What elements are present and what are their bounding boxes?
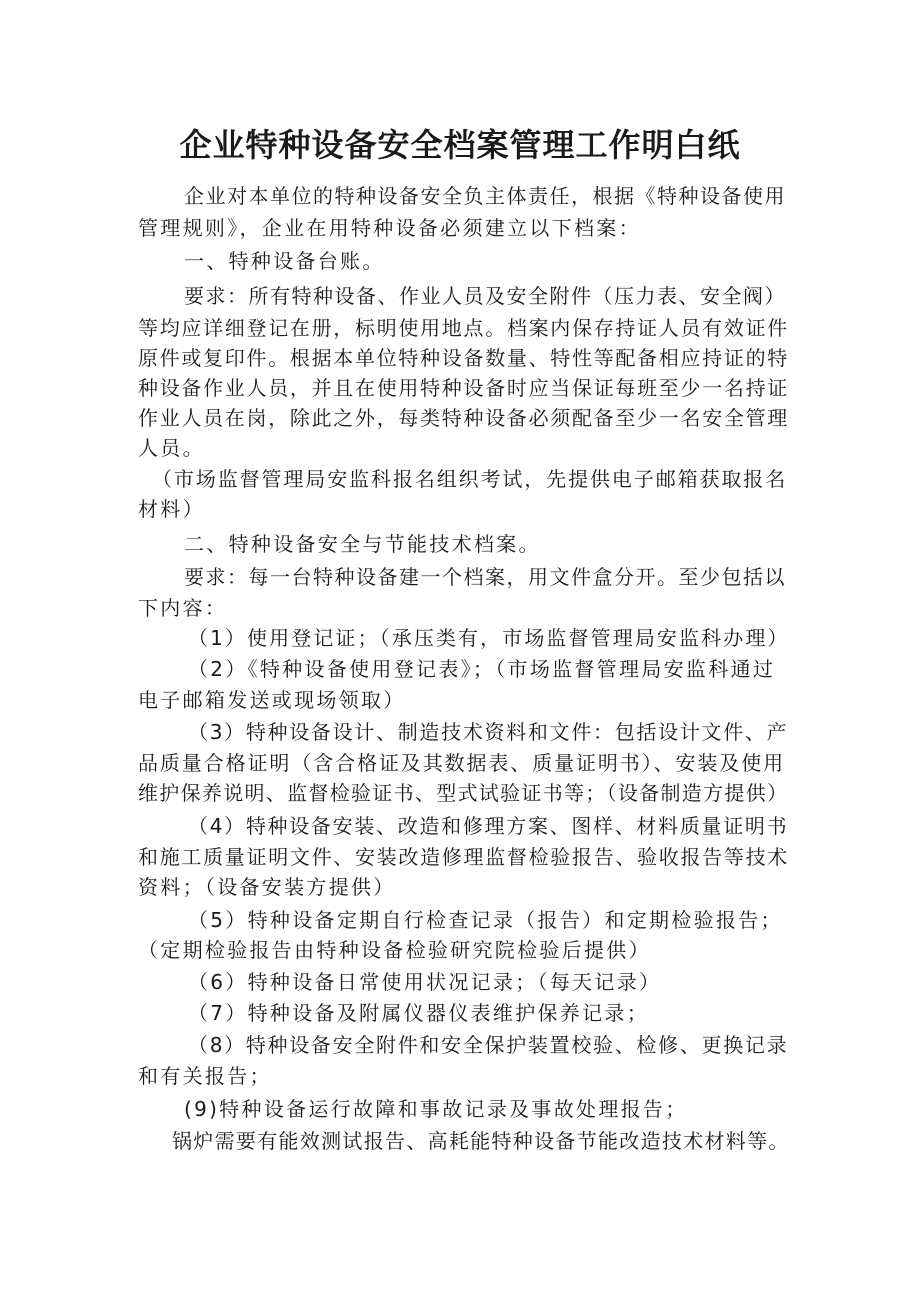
paragraph-line: 种设备作业人员，并且在使用特种设备时应当保证每班至少一名持证 <box>138 376 789 400</box>
paragraph-line: 材料） <box>138 497 205 521</box>
list-item-continuation: 维护保养说明、监督检验证书、型式试验证书等；（设备制造方提供） <box>138 781 789 805</box>
list-item-continuation: 电子邮箱发送或现场领取） <box>138 688 406 712</box>
paragraph-line: 等均应详细登记在册，标明使用地点。档案内保存持证人员有效证件 <box>138 316 789 340</box>
document-title: 企业特种设备安全档案管理工作明白纸 <box>179 126 741 164</box>
paragraph-line: 下内容： <box>138 596 228 620</box>
section-heading: 一、特种设备台账。 <box>184 249 385 273</box>
section-heading: 二、特种设备安全与节能技术档案。 <box>184 532 541 556</box>
list-item-continuation: （定期检验报告由特种设备检验研究院检验后提供） <box>138 938 651 962</box>
list-item: （3）特种设备设计、制造技术资料和文件：包括设计文件、产 <box>188 720 789 744</box>
list-item: （2）《特种设备使用登记表》；（市场监督管理局安监科通过 <box>188 657 776 681</box>
list-item: （6）特种设备日常使用状况记录；（每天记录） <box>188 970 662 994</box>
list-item-continuation: 和施工质量证明文件、安装改造修理监督检验报告、验收报告等技术 <box>138 845 789 869</box>
paragraph-line: （市场监督管理局安监科报名组织考试，先提供电子邮箱获取报名 <box>152 467 788 491</box>
list-item: (9)特种设备运行故障和事故记录及事故处理报告； <box>184 1097 688 1121</box>
paragraph-line: 要求：每一台特种设备建一个档案，用文件盒分开。至少包括以 <box>184 565 786 589</box>
list-item: （8）特种设备安全附件和安全保护装置校验、检修、更换记录 <box>188 1033 789 1057</box>
list-item: （1）使用登记证；（承压类有，市场监督管理局安监科办理） <box>188 626 790 650</box>
paragraph-line: 管理规则》，企业在用特种设备必须建立以下档案： <box>138 216 641 240</box>
list-item: （4）特种设备安装、改造和修理方案、图样、材料质量证明书 <box>188 814 789 838</box>
list-item-continuation: 和有关报告； <box>138 1064 272 1088</box>
paragraph-line: 人员。 <box>138 436 205 460</box>
paragraph-line: 要求：所有特种设备、作业人员及安全附件（压力表、安全阀） <box>184 284 786 308</box>
list-item: （7）特种设备及附属仪器仪表维护保养记录； <box>188 1001 650 1025</box>
list-item-continuation: 品质量合格证明（含合格证及其数据表、质量证明书）、安装及使用 <box>138 751 785 775</box>
list-item-continuation: 资料；（设备安装方提供） <box>138 875 396 899</box>
list-item: （5）特种设备定期自行检查记录（报告）和定期检验报告； <box>188 908 783 932</box>
paragraph-line: 锅炉需要有能效测试报告、高耗能特种设备节能改造技术材料等。 <box>172 1129 790 1153</box>
paragraph-line: 企业对本单位的特种设备安全负主体责任，根据《特种设备使用 <box>184 184 786 208</box>
paragraph-line: 作业人员在岗，除此之外，每类特种设备必须配备至少一名安全管理 <box>138 406 789 430</box>
paragraph-line: 原件或复印件。根据本单位特种设备数量、特性等配备相应持证的特 <box>138 346 789 370</box>
